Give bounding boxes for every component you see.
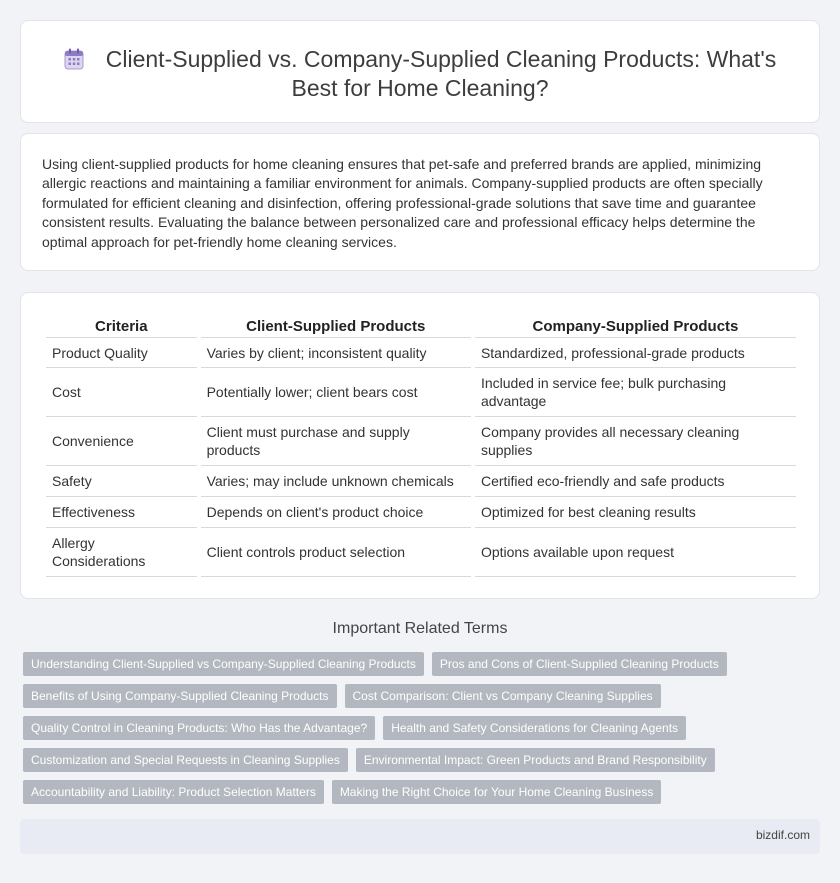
related-term-tag[interactable]: Customization and Special Requests in Cleaning Supplies — [23, 748, 348, 772]
related-term-tag[interactable]: Environmental Impact: Green Products and Brand Responsibility — [356, 748, 715, 772]
table-row — [46, 466, 796, 497]
company-cell: Standardized, professional-grade products — [475, 338, 796, 368]
header-criteria: Criteria — [46, 316, 197, 338]
criteria-cell: Product Quality — [46, 338, 197, 368]
comparison-table — [42, 316, 800, 577]
table-row — [46, 417, 796, 466]
company-cell: Optimized for best cleaning results — [475, 497, 796, 528]
intro-card — [20, 133, 820, 271]
client-cell: Varies; may include unknown chemicals — [201, 466, 471, 497]
related-terms-list — [23, 652, 803, 812]
table-row — [46, 338, 796, 368]
table-row — [46, 368, 796, 417]
company-cell: Company provides all necessary cleaning supplies — [475, 417, 796, 466]
client-cell: Client controls product selection — [201, 528, 471, 577]
page-title — [21, 45, 819, 103]
criteria-cell: Effectiveness — [46, 497, 197, 528]
related-terms-heading: Important Related Terms — [332, 620, 508, 637]
related-term-tag[interactable]: Understanding Client-Supplied vs Company-Supplied Cleaning Products — [23, 652, 424, 676]
related-term-tag[interactable]: Making the Right Choice for Your Home Cleaning Business — [332, 780, 662, 804]
related-term-tag[interactable]: Health and Safety Considerations for Cleaning Agents — [383, 716, 686, 740]
title-card — [20, 20, 820, 123]
criteria-cell: Cost — [46, 368, 197, 417]
header-client-supplied: Client-Supplied Products — [201, 316, 471, 338]
footer — [20, 819, 820, 854]
related-term-tag[interactable]: Cost Comparison: Client vs Company Cleaning Supplies — [345, 684, 661, 708]
client-cell: Depends on client's product choice — [201, 497, 471, 528]
client-cell: Potentially lower; client bears cost — [201, 368, 471, 417]
calendar-icon — [64, 48, 84, 70]
table-row — [46, 528, 796, 577]
client-cell: Varies by client; inconsistent quality — [201, 338, 471, 368]
company-cell: Included in service fee; bulk purchasing advantage — [475, 368, 796, 417]
header-company-supplied: Company-Supplied Products — [475, 316, 796, 338]
criteria-cell: Allergy Considerations — [46, 528, 197, 577]
footer-site-link[interactable]: bizdif.com — [755, 828, 810, 842]
company-cell: Options available upon request — [475, 528, 796, 577]
related-term-tag[interactable]: Pros and Cons of Client-Supplied Cleaning Products — [432, 652, 727, 676]
table-row — [46, 497, 796, 528]
related-term-tag[interactable]: Quality Control in Cleaning Products: Who Has the Advantage? — [23, 716, 375, 740]
client-cell: Client must purchase and supply products — [201, 417, 471, 466]
title-text: Client-Supplied vs. Company-Supplied Cleaning Products: What's Best for Home Cleaning? — [105, 46, 777, 101]
comparison-card — [20, 292, 820, 599]
table-header-row — [46, 316, 796, 338]
related-term-tag[interactable]: Accountability and Liability: Product Selection Matters — [23, 780, 324, 804]
company-cell: Certified eco-friendly and safe products — [475, 466, 796, 497]
criteria-cell: Safety — [46, 466, 197, 497]
criteria-cell: Convenience — [46, 417, 197, 466]
related-term-tag[interactable]: Benefits of Using Company-Supplied Cleaning Products — [23, 684, 337, 708]
intro-paragraph: Using client-supplied products for home cleaning ensures that pet-safe and preferred brands are applied, minimizing allergic reactions and maintaining a familiar environment for animals. Company-supplied products are often specially formulated for efficient cleaning and disinfection, offering professional-grade solutions that save time and guarantee consistent results. Evaluating the balance between personalized care and professional efficacy helps determine the optimal approach for pet-friendly home cleaning services. — [42, 156, 763, 250]
